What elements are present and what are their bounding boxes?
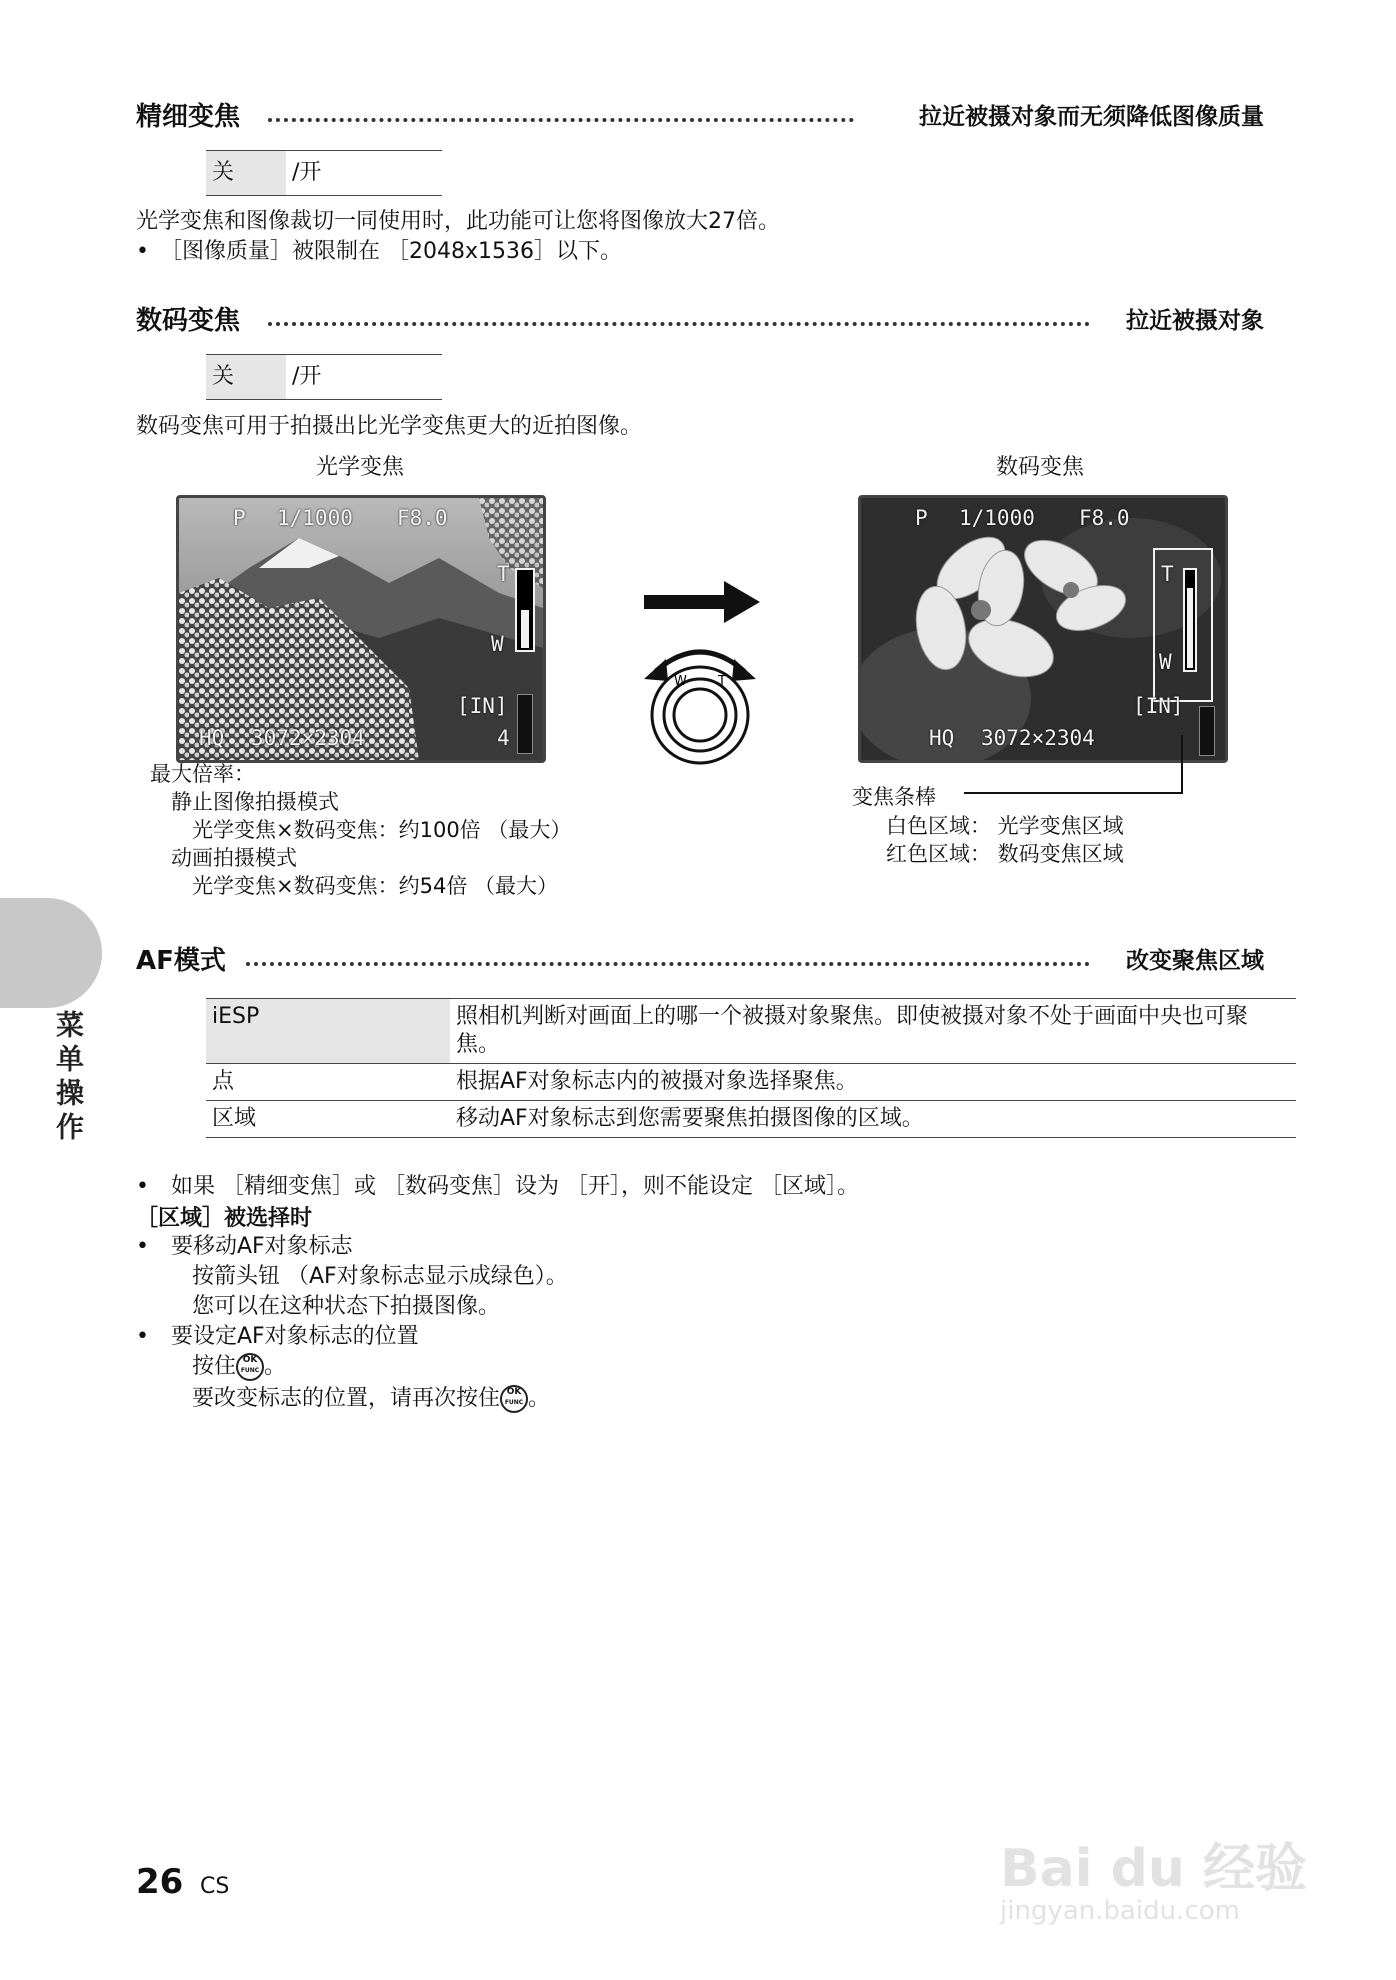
lcd-mode: P [915, 506, 928, 530]
zoom-bar-label: 变焦条棒 [852, 785, 936, 809]
af-mode-value: 根据AF对象标志内的被摄对象选择聚焦。 [450, 1064, 1296, 1101]
dial-w-label: W [674, 674, 687, 689]
af-mode-value: 照相机判断对画面上的哪一个被摄对象聚焦。即使被摄对象不处于画面中央也可聚焦。 [450, 999, 1296, 1064]
lcd-wide: W [1159, 650, 1172, 674]
lcd-tele: T [1161, 562, 1174, 586]
note-line: 白色区域： 光学变焦区域 [886, 814, 1124, 838]
note-line: 光学变焦×数码变焦：约100倍 （最大） [150, 818, 572, 842]
step-text: 要改变标志的位置，请再次按住 [192, 1386, 501, 1411]
set-af-target-step1: 按住 OK FUNC 。 [192, 1354, 287, 1379]
move-af-target-bullet: • 要移动AF对象标志 [136, 1234, 353, 1259]
digital-zoom-text: 数码变焦可用于拍摄出比光学变焦更大的近拍图像。 [136, 414, 643, 439]
memory-gauge [517, 694, 533, 754]
af-mode-value: 移动AF对象标志到您需要聚焦拍摄图像的区域。 [450, 1101, 1296, 1138]
table-row [206, 1064, 1296, 1101]
lcd-mode: P [233, 506, 246, 530]
note-line: 光学变焦×数码变焦：约54倍 （最大） [150, 874, 558, 898]
note-line: 动画拍摄模式 [150, 846, 297, 870]
table-row [206, 999, 1296, 1064]
right-arrow-head [724, 581, 760, 623]
page-number: 26 [136, 1862, 184, 1902]
digital-zoom-options [206, 354, 442, 400]
lcd-aperture: F8.0 [397, 506, 448, 530]
note-line: 静止图像拍摄模式 [150, 790, 339, 814]
ok-func-button-icon: OK FUNC [236, 1353, 264, 1381]
lcd-in-memory: [IN] [457, 694, 508, 718]
fine-zoom-text: 光学变焦和图像裁切一同使用时，此功能可让您将图像放大27倍。 [136, 209, 780, 234]
memory-gauge [1199, 706, 1215, 756]
move-af-target-step1: 按箭头钮 （AF对象标志显示成绿色）。 [192, 1264, 568, 1289]
landscape-photo [179, 498, 543, 760]
lcd-shot-count: 4 [497, 726, 510, 750]
dial-left-arrow [644, 659, 668, 681]
zoom-bar-fill [1187, 588, 1193, 668]
side-tab [0, 898, 102, 1008]
zoom-bar-leader-line [950, 735, 1200, 815]
move-af-target-step2: 您可以在这种状态下拍摄图像。 [192, 1294, 501, 1319]
lcd-in-memory: [IN] [1133, 694, 1184, 718]
af-mode-desc: 改变聚焦区域 [1126, 948, 1264, 974]
max-zoom-notes [150, 760, 571, 900]
zoom-bar-notes [886, 812, 1124, 868]
shutter-button [674, 689, 726, 741]
step-text: 按住 [192, 1354, 237, 1379]
note-line: 红色区域： 数码变焦区域 [886, 842, 1124, 866]
lcd-image-size: 3072×2304 [981, 726, 1095, 750]
zoom-bar-fill [521, 610, 529, 648]
lcd-digital-zoom [858, 495, 1228, 763]
option-off: 关 [206, 151, 286, 195]
option-on: /开 [292, 160, 322, 185]
right-arrow-shaft [644, 595, 726, 609]
note-line: 最大倍率： [150, 762, 255, 786]
watermark-url: jingyan.baidu.com [1000, 1896, 1240, 1926]
lcd-tele: T [497, 562, 510, 586]
fine-zoom-bullet: • ［图像质量］被限制在 ［2048x1536］以下。 [136, 239, 622, 264]
lcd-optical-zoom [176, 495, 546, 763]
af-mode-key: iESP [206, 999, 450, 1064]
title-leader-dots [268, 118, 854, 122]
option-off: 关 [206, 355, 286, 399]
zoom-lever-diagram [638, 575, 768, 775]
title-leader-dots [246, 962, 1090, 966]
af-mode-title: AF模式 [136, 946, 226, 976]
lcd-image-size: 3072×2304 [251, 726, 365, 750]
caption-digital-zoom: 数码变焦 [995, 455, 1084, 480]
set-af-target-bullet: • 要设定AF对象标志的位置 [136, 1324, 419, 1349]
lcd-shutter: 1/1000 [277, 506, 353, 530]
area-subtitle: ［区域］被选择时 [136, 1206, 313, 1231]
watermark-brand: Bai du 经验 [1000, 1839, 1307, 1899]
option-on: /开 [292, 364, 322, 389]
zoom-bar [1183, 568, 1197, 672]
lcd-wide: W [491, 632, 504, 656]
lcd-shutter: 1/1000 [959, 506, 1035, 530]
af-mode-key: 点 [206, 1064, 450, 1101]
fine-zoom-desc: 拉近被摄对象而无须降低图像质量 [919, 104, 1264, 130]
fine-zoom-title: 精细变焦 [136, 102, 241, 132]
caption-optical-zoom: 光学变焦 [315, 455, 404, 480]
dial-right-arrow [732, 659, 756, 681]
fine-zoom-options [206, 150, 442, 196]
af-mode-key: 区域 [206, 1101, 450, 1138]
ok-func-button-icon: OK FUNC [500, 1385, 528, 1413]
lcd-aperture: F8.0 [1079, 506, 1130, 530]
dial-t-label: T [718, 674, 726, 689]
af-mode-bullet: • 如果 ［精细变焦］或 ［数码变焦］设为 ［开］，则不能设定 ［区域］。 [136, 1174, 859, 1199]
set-af-target-step2: 要改变标志的位置，请再次按住 OK FUNC 。 [192, 1386, 551, 1411]
table-row [206, 1101, 1296, 1138]
lcd-quality: HQ [929, 726, 955, 750]
digital-zoom-desc: 拉近被摄对象 [1126, 308, 1264, 334]
language-code: CS [200, 1874, 230, 1899]
lcd-quality: HQ [199, 726, 225, 750]
side-tab-label: 菜单操作 [52, 1010, 85, 1146]
zoom-bar [515, 568, 535, 652]
af-mode-table [206, 998, 1296, 1138]
title-leader-dots [268, 322, 1090, 326]
digital-zoom-title: 数码变焦 [136, 306, 241, 336]
